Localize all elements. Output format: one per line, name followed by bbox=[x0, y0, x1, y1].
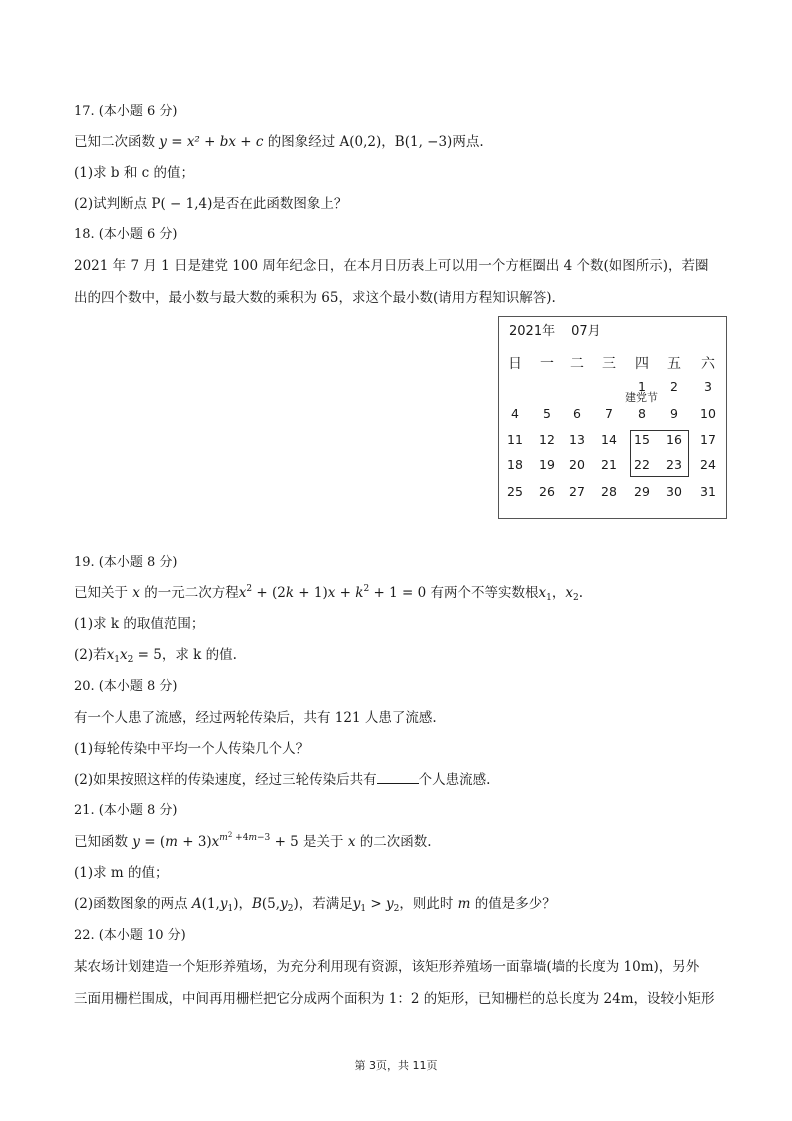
calendar-year: 2021年 bbox=[509, 324, 556, 339]
calendar-month: 07月 bbox=[571, 324, 601, 339]
calendar-note: 建党节 bbox=[625, 391, 658, 404]
q17-equation: y = x² + bx + c bbox=[159, 134, 264, 150]
calendar-day: 12 bbox=[539, 432, 555, 447]
calendar-title bbox=[509, 320, 617, 339]
calendar-day: 6 bbox=[573, 406, 581, 421]
q19-part2: (2)若$x_1x_2 = 5$，求 k 的值. bbox=[74, 647, 237, 665]
q20-heading: 20. (本小题 8 分) bbox=[74, 679, 178, 694]
q17-stem-b: 的图象经过 A(0,2)，B(1, −3)两点. bbox=[263, 134, 484, 150]
calendar-figure bbox=[498, 316, 727, 519]
weekday-header: 二 bbox=[570, 356, 584, 372]
calendar-day: 8 bbox=[638, 406, 646, 421]
q20-part2-a: (2)如果按照这样的传染速度，经过三轮传染后共有 bbox=[74, 772, 377, 788]
calendar-day: 21 bbox=[601, 457, 617, 472]
q18-line2: 出的四个数中，最小数与最大数的乘积为 65，求这个最小数(请用方程知识解答). bbox=[74, 290, 556, 306]
calendar-day: 27 bbox=[569, 484, 585, 499]
calendar-day: 9 bbox=[670, 406, 678, 421]
calendar-day: 11 bbox=[507, 432, 523, 447]
q21-part1: (1)求 m 的值； bbox=[74, 865, 169, 881]
calendar-day: 13 bbox=[569, 432, 585, 447]
calendar-day: 24 bbox=[700, 457, 716, 472]
calendar-day: 10 bbox=[700, 406, 716, 421]
calendar-day: 7 bbox=[605, 406, 613, 421]
q21-stem: 已知函数 $y = (m + 3)x^{m^2 +4m-3} + 5$ 是关于 x 的二次函数. bbox=[74, 831, 432, 850]
q21-part2: (2)函数图象的两点 $A(1,y_1)$，$B(5,y_2)$，若满足$y_1 > y_2$，则此时 m 的值是多少？ bbox=[74, 896, 556, 914]
weekday-header: 六 bbox=[701, 356, 715, 372]
q22-heading: 22. (本小题 10 分) bbox=[74, 928, 186, 943]
calendar-day: 2 bbox=[670, 379, 678, 394]
answer-blank[interactable] bbox=[377, 771, 419, 784]
q19-heading: 19. (本小题 8 分) bbox=[74, 555, 178, 570]
weekday-header: 日 bbox=[508, 356, 522, 372]
q20-stem: 有一个人患了流感，经过两轮传染后，共有 121 人患了流感. bbox=[74, 710, 437, 726]
q19-stem: 已知关于 x 的一元二次方程$x^2 + (2k + 1)x + k^2 + 1 = 0$ 有两个不等实数根$x_1$，$x_2$. bbox=[74, 584, 583, 603]
weekday-header: 五 bbox=[667, 356, 681, 372]
calendar-day: 19 bbox=[539, 457, 555, 472]
q20-part1: (1)每轮传染中平均一个人传染几个人？ bbox=[74, 741, 310, 757]
q18-heading: 18. (本小题 6 分) bbox=[74, 227, 178, 242]
q17-stem-a: 已知二次函数 bbox=[74, 134, 160, 150]
calendar-day: 14 bbox=[601, 432, 617, 447]
q22-line1: 某农场计划建造一个矩形养殖场，为充分利用现有资源，该矩形养殖场一面靠墙(墙的长度为 10m)，另外 bbox=[74, 959, 700, 975]
calendar-day: 26 bbox=[539, 484, 555, 499]
calendar-day: 31 bbox=[700, 484, 716, 499]
q20-part2 bbox=[74, 771, 490, 789]
q18-line1: 2021 年 7 月 1 日是建党 100 周年纪念日，在本月日历表上可以用一个方框圈出 4 个数(如图所示)，若圈 bbox=[74, 258, 709, 274]
calendar-day: 29 bbox=[634, 484, 650, 499]
calendar-day: 28 bbox=[601, 484, 617, 499]
q19-part2-text: ，求 k 的值. bbox=[161, 647, 237, 663]
calendar-day: 3 bbox=[704, 379, 712, 394]
page-footer: 第 3页，共 11页 bbox=[354, 1059, 438, 1072]
q19-part1: (1)求 k 的取值范围； bbox=[74, 616, 205, 632]
q22-line2: 三面用栅栏围成，中间再用栅栏把它分成两个面积为 1：2 的矩形，已知栅栏的总长度为 24m，设较小矩形 bbox=[74, 991, 715, 1007]
q21-heading: 21. (本小题 8 分) bbox=[74, 803, 178, 818]
calendar-day: 30 bbox=[666, 484, 682, 499]
q17-part2: (2)试判断点 P( − 1,4)是否在此函数图象上？ bbox=[74, 196, 348, 212]
calendar-day: 18 bbox=[507, 457, 523, 472]
q17-stem bbox=[74, 133, 484, 151]
weekday-header: 四 bbox=[635, 356, 649, 372]
calendar-day: 25 bbox=[507, 484, 523, 499]
weekday-header: 三 bbox=[602, 356, 616, 372]
q17-part1: (1)求 b 和 c 的值； bbox=[74, 165, 194, 181]
q20-part2-b: 个人患流感. bbox=[418, 772, 491, 788]
calendar-day: 1 bbox=[638, 379, 646, 394]
calendar-day: 15 bbox=[634, 432, 650, 447]
calendar-day: 17 bbox=[700, 432, 716, 447]
calendar-day: 23 bbox=[666, 457, 682, 472]
calendar-day: 5 bbox=[543, 406, 551, 421]
calendar-day: 4 bbox=[511, 406, 519, 421]
weekday-header: 一 bbox=[540, 356, 554, 372]
calendar-day: 16 bbox=[666, 432, 682, 447]
calendar-day: 20 bbox=[569, 457, 585, 472]
q17-heading: 17. (本小题 6 分) bbox=[74, 104, 178, 119]
calendar-day: 22 bbox=[634, 457, 650, 472]
